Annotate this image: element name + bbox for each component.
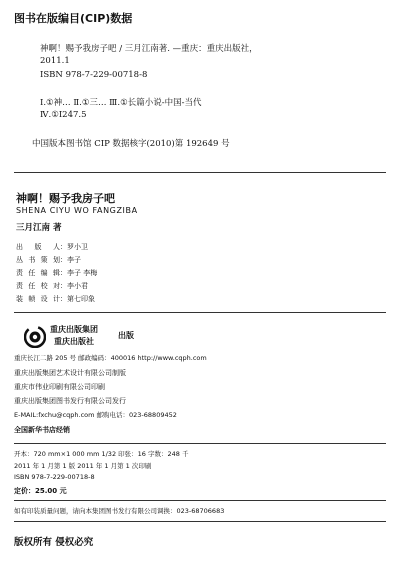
cip-isbn: ISBN 978-7-229-00718-8 bbox=[40, 70, 148, 80]
divider-notice bbox=[14, 500, 386, 501]
publisher-seller: 全国新华书店经销 bbox=[14, 426, 70, 434]
publisher-email: E-MAIL:fxchu@cqph.com 邮购电话：023-68809452 bbox=[14, 411, 177, 419]
publisher-tag: 出版 bbox=[118, 331, 134, 340]
cip-record-number: 中国版本图书馆 CIP 数据核字(2010)第 192649 号 bbox=[32, 139, 230, 149]
credit-publisher-head: 出版人：罗小卫 bbox=[16, 243, 88, 251]
specs-format: 开本：720 mm×1 000 mm 1/32 印张：16 字数：248 千 bbox=[14, 450, 189, 458]
publisher-group-name: 重庆出版集团 bbox=[50, 325, 98, 334]
divider-top bbox=[14, 172, 386, 173]
divider-middle bbox=[14, 312, 386, 313]
book-title: 神啊！赐予我房子吧 bbox=[16, 192, 115, 205]
quality-notice: 如有印装质量问题，请向本集团图书发行有限公司调换：023-68706683 bbox=[14, 507, 225, 515]
cip-line-1: 神啊！赐予我房子吧 / 三月江南著. —重庆：重庆出版社， bbox=[40, 44, 258, 54]
publisher-distributor: 重庆出版集团图书发行有限公司发行 bbox=[14, 397, 126, 405]
cip-classification-2: Ⅳ.①I247.5 bbox=[40, 110, 87, 120]
credit-designer: 装帧设计：第七印象 bbox=[16, 295, 95, 303]
publisher-address: 重庆长江二路 205 号 邮政编码：400016 http://www.cqph.com bbox=[14, 354, 207, 362]
specs-edition: 2011 年 1 月第 1 版 2011 年 1 月第 1 次印刷 bbox=[14, 462, 152, 470]
specs-price: 定价：25.00 元 bbox=[14, 487, 67, 495]
book-author: 三月江南 著 bbox=[16, 223, 62, 233]
cip-line-2: 2011.1 bbox=[40, 56, 70, 66]
publisher-press-name: 重庆出版社 bbox=[54, 337, 94, 346]
book-pinyin: SHENA CIYU WO FANGZIBA bbox=[16, 206, 138, 215]
publisher-logo-icon bbox=[24, 326, 46, 348]
credit-editor: 责任编辑：李子 李梅 bbox=[16, 269, 98, 277]
cip-classification-1: Ⅰ.①神… Ⅱ.①三… Ⅲ.①长篇小说-中国-当代 bbox=[40, 98, 202, 108]
publisher-design: 重庆出版集团艺术设计有限公司制版 bbox=[14, 369, 126, 377]
divider-bottom bbox=[14, 521, 386, 522]
specs-isbn: ISBN 978-7-229-00718-8 bbox=[14, 473, 95, 481]
credit-planner: 丛书策划：李子 bbox=[16, 256, 81, 264]
cip-heading: 图书在版编目(CIP)数据 bbox=[14, 12, 133, 25]
credit-proofreader: 责任校对：李小君 bbox=[16, 282, 88, 290]
divider-specs bbox=[14, 443, 386, 444]
copyright-notice: 版权所有 侵权必究 bbox=[14, 537, 94, 548]
publisher-printer: 重庆市伟业印刷有限公司印刷 bbox=[14, 383, 105, 391]
